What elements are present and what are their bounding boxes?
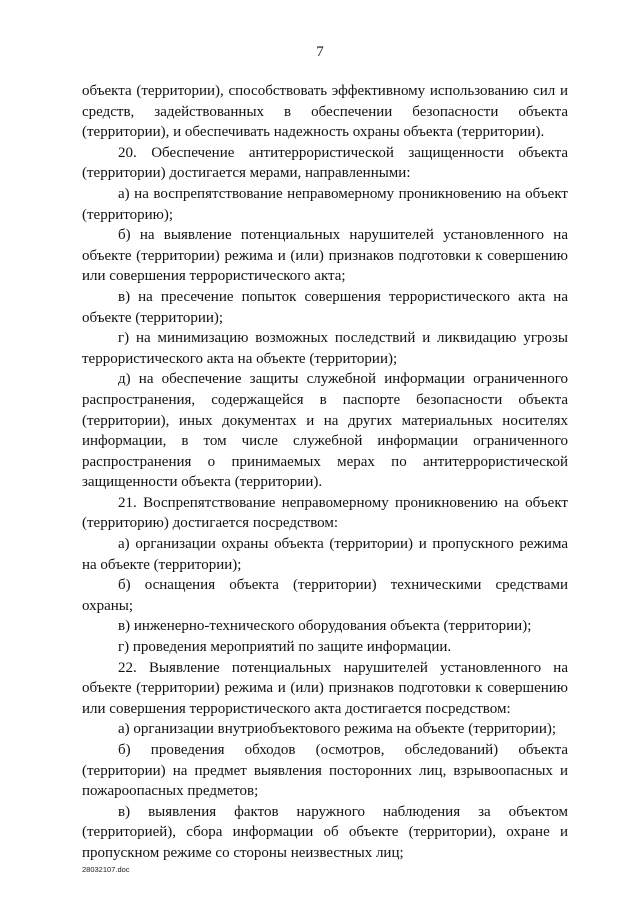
paragraph-22-b: б) проведения обходов (осмотров, обследований) объекта (территории) на предмет выявления посторонних лиц, взрывоопасных и пожароопасных предметов; [82,742,568,800]
paragraph: объекта (территории), способствовать эффективному использованию сил и средств, задействованных в обеспечении безопасности объекта (территории), и обеспечивать надежность охраны объекта (территории). [82,83,568,141]
paragraph-20-a: а) на воспрепятствование неправомерному проникновению на объект (территорию); [82,185,568,223]
paragraph-22-v: в) выявления фактов наружного наблюдения за объектом (территорией), сбора информации об объекте (территории), охране и пропускном режиме со стороны неизвестных лиц; [82,803,568,861]
page-number: 7 [316,44,324,60]
paragraph-21-g: г) проведения мероприятий по защите информации. [118,639,452,656]
paragraph-21-a: а) организации охраны объекта (территории) и пропускного режима на объекте (территории); [82,536,568,573]
paragraph-20-d: д) на обеспечение защиты служебной информации ограниченного распространения, содержащейся в паспорте безопасности объекта (территории), иных документах и на других материальных носителях информации, в том числе служебной информации ограниченного распространения о принимаемых мерах по антитеррористической защищенности объекта (территории). [82,371,568,491]
document-body [82,81,568,864]
footer-filename: 28032107.doc [82,865,130,874]
paragraph-item-22: 22. Выявление потенциальных нарушителей установленного на объекте (территории) режима и (или) признаков подготовки к совершению или совершения террористического акта достигается посредством: [82,659,568,717]
paragraph-22-a: а) организации внутриобъектового режима на объекте (территории); [118,721,557,738]
paragraph-20-b: б) на выявление потенциальных нарушителей установленного на объекте (территории) режима и (или) признаков подготовки к совершению или совершения террористического акта; [82,227,568,285]
paragraph-item-20: 20. Обеспечение антитеррористической защищенности объекта (территории) достигается мерами, направленными: [82,144,568,182]
paragraph-item-21: 21. Воспрепятствование неправомерному проникновению на объект (территорию) достигается посредством: [82,494,568,532]
paragraph-20-v: в) на пресечение попыток совершения террористического акта на объекте (территории); [82,288,568,326]
paragraph-21-v: в) инженерно-технического оборудования объекта (территории); [118,618,532,635]
paragraph-21-b: б) оснащения объекта (территории) техническими средствами охраны; [82,577,568,614]
paragraph-20-g: г) на минимизацию возможных последствий и ликвидацию угрозы террористического акта на объекте (территории); [82,330,568,367]
